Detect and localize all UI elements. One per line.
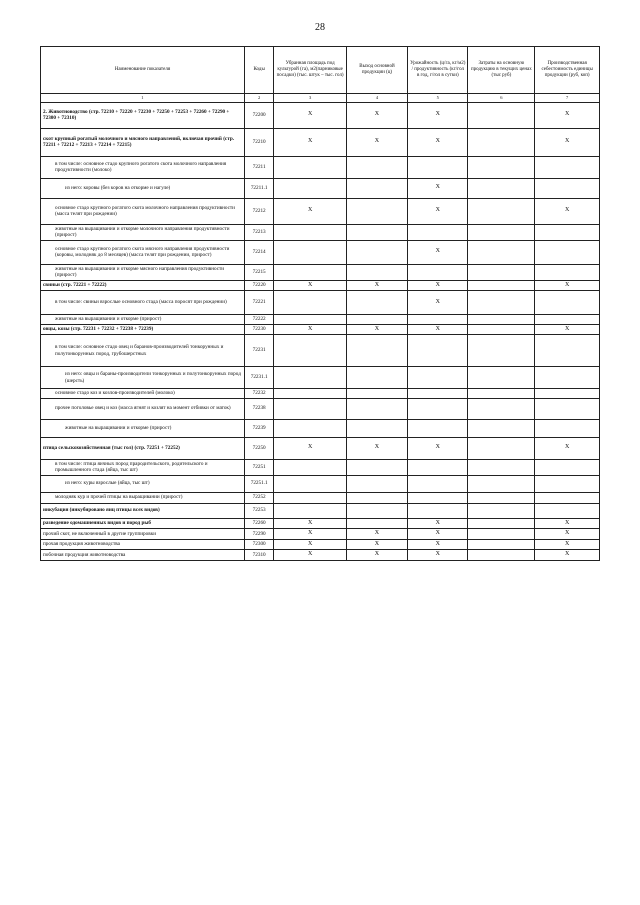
cell-costs xyxy=(468,280,535,291)
cell-area xyxy=(274,291,346,315)
row-name: в том числе: свиньи взрослые основного стада (масса поросят при рождении) xyxy=(41,291,245,315)
cell-yield xyxy=(408,335,468,367)
cell-area xyxy=(274,335,346,367)
table-row xyxy=(41,367,600,389)
table-row xyxy=(41,280,600,291)
page-number: 28 xyxy=(315,22,325,33)
cell-area: X xyxy=(274,324,346,335)
cell-costs xyxy=(468,224,535,240)
cell-area xyxy=(274,389,346,399)
row-code: 72214 xyxy=(244,240,274,264)
row-name: из него: коровы (без коров на откорме и нагуле) xyxy=(41,178,245,198)
row-code: 72211 xyxy=(244,156,274,178)
cell-output: X xyxy=(346,529,407,540)
cell-area xyxy=(274,367,346,389)
column-number-row xyxy=(41,94,600,103)
cell-unit-cost: X xyxy=(535,437,600,459)
row-name: из него: куры взрослые (яйца, тыс шт) xyxy=(41,475,245,492)
cell-output: X xyxy=(346,324,407,335)
cell-unit-cost: X xyxy=(535,128,600,156)
row-name: прочая продукция животноводства xyxy=(41,539,245,550)
cell-output xyxy=(346,492,407,503)
row-name: животные на выращивании и откорме (прирост) xyxy=(41,419,245,437)
cell-area xyxy=(274,178,346,198)
row-name: в том числе: птица яичных пород прародительского, родительского и промышленного стада (яйца, тыс шт) xyxy=(41,459,245,475)
row-code: 72222 xyxy=(244,315,274,325)
cell-costs xyxy=(468,475,535,492)
table-row xyxy=(41,389,600,399)
cell-costs xyxy=(468,156,535,178)
cell-unit-cost: X xyxy=(535,102,600,128)
cell-yield xyxy=(408,367,468,389)
cell-output: X xyxy=(346,437,407,459)
cell-yield: X xyxy=(408,518,468,529)
table-row xyxy=(41,291,600,315)
row-name: 2. Животноводство (стр. 72210 + 72220 + 72230 + 72250 + 72253 + 72260 + 72290 + 72300 + 72310) xyxy=(41,102,245,128)
row-code: 72210 xyxy=(244,128,274,156)
cell-unit-cost: X xyxy=(535,550,600,561)
cell-unit-cost xyxy=(535,389,600,399)
cell-costs xyxy=(468,178,535,198)
table-row xyxy=(41,224,600,240)
column-number: 5 xyxy=(408,94,468,103)
header-area: Убранная площадь под культурой (га), м2(парниковые посадки) (тыс. штук – тыс. гол) xyxy=(274,47,346,94)
cell-yield xyxy=(408,315,468,325)
cell-output xyxy=(346,503,407,518)
cell-costs xyxy=(468,437,535,459)
cell-unit-cost: X xyxy=(535,280,600,291)
cell-unit-cost xyxy=(535,419,600,437)
row-code: 72232 xyxy=(244,389,274,399)
cell-area xyxy=(274,240,346,264)
cell-yield: X xyxy=(408,240,468,264)
cell-yield: X xyxy=(408,128,468,156)
cell-costs xyxy=(468,503,535,518)
table-row xyxy=(41,156,600,178)
table-row xyxy=(41,198,600,224)
cell-yield xyxy=(408,459,468,475)
cell-unit-cost xyxy=(535,315,600,325)
row-name: прочее поголовье овец и коз (масса ягнят и козлят на момент отбивки от маток) xyxy=(41,398,245,419)
cell-yield xyxy=(408,389,468,399)
cell-output xyxy=(346,419,407,437)
row-code: 72253 xyxy=(244,503,274,518)
table-row xyxy=(41,315,600,325)
cell-costs xyxy=(468,315,535,325)
cell-unit-cost xyxy=(535,335,600,367)
cell-yield: X xyxy=(408,178,468,198)
cell-costs xyxy=(468,518,535,529)
row-code: 72230 xyxy=(244,324,274,335)
table-row xyxy=(41,475,600,492)
cell-area: X xyxy=(274,198,346,224)
cell-costs xyxy=(468,291,535,315)
cell-yield: X xyxy=(408,324,468,335)
column-number: 1 xyxy=(41,94,245,103)
cell-yield: X xyxy=(408,102,468,128)
cell-yield: X xyxy=(408,550,468,561)
cell-unit-cost xyxy=(535,240,600,264)
cell-output xyxy=(346,156,407,178)
cell-unit-cost: X xyxy=(535,539,600,550)
row-code: 72250 xyxy=(244,437,274,459)
row-name: основное стадо коз и козлов-производителей (молоко) xyxy=(41,389,245,399)
cell-unit-cost xyxy=(535,291,600,315)
header-row xyxy=(41,47,600,94)
cell-output xyxy=(346,367,407,389)
cell-unit-cost: X xyxy=(535,529,600,540)
table-row xyxy=(41,178,600,198)
cell-area: X xyxy=(274,437,346,459)
row-name: прочий скот, не включенный в другие группировки xyxy=(41,529,245,540)
cell-area xyxy=(274,475,346,492)
row-code: 72260 xyxy=(244,518,274,529)
row-name: животные на выращивании и откорме молочного направления продуктивности (прирост) xyxy=(41,224,245,240)
row-code: 72215 xyxy=(244,264,274,280)
cell-area xyxy=(274,419,346,437)
cell-costs xyxy=(468,459,535,475)
header-name: Наименование показателя xyxy=(41,47,245,94)
cell-area: X xyxy=(274,539,346,550)
cell-output xyxy=(346,475,407,492)
cell-area xyxy=(274,264,346,280)
table-row xyxy=(41,324,600,335)
cell-unit-cost xyxy=(535,475,600,492)
cell-unit-cost xyxy=(535,156,600,178)
row-code: 72220 xyxy=(244,280,274,291)
column-number: 2 xyxy=(244,94,274,103)
row-name: свиньи (стр. 72221 + 72222) xyxy=(41,280,245,291)
table-row xyxy=(41,529,600,540)
cell-yield: X xyxy=(408,291,468,315)
cell-yield xyxy=(408,398,468,419)
cell-costs xyxy=(468,389,535,399)
cell-costs xyxy=(468,324,535,335)
cell-unit-cost: X xyxy=(535,324,600,335)
cell-area: X xyxy=(274,550,346,561)
cell-output xyxy=(346,335,407,367)
header-output: Выход основной продукции (ц) xyxy=(346,47,407,94)
row-name: основное стадо крупного рогатого скота мясного направления продуктивности (коровы, молодняк до 8 месяцев) (масса телят при рождении, прирост) xyxy=(41,240,245,264)
row-name: овцы, козы (стр. 72231 + 72232 + 72238 + 72239) xyxy=(41,324,245,335)
row-code: 72213 xyxy=(244,224,274,240)
row-code: 72239 xyxy=(244,419,274,437)
cell-unit-cost xyxy=(535,398,600,419)
table-row xyxy=(41,419,600,437)
cell-costs xyxy=(468,335,535,367)
row-name: основное стадо крупного рогатого скота молочного направления продуктивности (масса телят при рождении) xyxy=(41,198,245,224)
row-name: в том числе: основное стадо овец и баранов-производителей тонкорунных и полутонкорунных пород, грубошерстных xyxy=(41,335,245,367)
cell-output xyxy=(346,240,407,264)
row-name: птица сельскохозяйственная (тыс гол) (стр. 72251 + 72252) xyxy=(41,437,245,459)
cell-costs xyxy=(468,492,535,503)
cell-yield xyxy=(408,503,468,518)
table-row xyxy=(41,539,600,550)
row-name: в том числе: основное стадо крупного рогатого скота молочного направления продуктивности (молоко) xyxy=(41,156,245,178)
header-costs: Затраты на основную продукцию в текущих ценах (тыс руб) xyxy=(468,47,535,94)
cell-output xyxy=(346,389,407,399)
cell-yield: X xyxy=(408,437,468,459)
table-row xyxy=(41,437,600,459)
cell-output xyxy=(346,518,407,529)
row-name: животные на выращивании и откорме мясного направления продуктивности (прирост) xyxy=(41,264,245,280)
table-row xyxy=(41,102,600,128)
cell-unit-cost xyxy=(535,178,600,198)
cell-costs xyxy=(468,367,535,389)
cell-unit-cost xyxy=(535,367,600,389)
header-unit-cost: Производственная себестоимость единицы продукции (руб, коп) xyxy=(535,47,600,94)
cell-area: X xyxy=(274,280,346,291)
table-row xyxy=(41,398,600,419)
column-number: 3 xyxy=(274,94,346,103)
row-code: 72231.1 xyxy=(244,367,274,389)
table-row xyxy=(41,518,600,529)
row-code: 72221 xyxy=(244,291,274,315)
cell-output xyxy=(346,291,407,315)
cell-output xyxy=(346,315,407,325)
row-name: разведение одомашненных видов и пород рыб xyxy=(41,518,245,529)
cell-costs xyxy=(468,419,535,437)
table-row xyxy=(41,459,600,475)
row-code: 72251.1 xyxy=(244,475,274,492)
cell-yield xyxy=(408,419,468,437)
cell-area xyxy=(274,224,346,240)
cell-area xyxy=(274,156,346,178)
cell-costs xyxy=(468,539,535,550)
table-row xyxy=(41,240,600,264)
column-number: 4 xyxy=(346,94,407,103)
cell-costs xyxy=(468,128,535,156)
cell-unit-cost xyxy=(535,492,600,503)
cell-area: X xyxy=(274,102,346,128)
row-name: молодняк кур и прочей птицы на выращивании (прирост) xyxy=(41,492,245,503)
column-number: 6 xyxy=(468,94,535,103)
row-code: 72231 xyxy=(244,335,274,367)
cell-costs xyxy=(468,198,535,224)
cell-yield: X xyxy=(408,198,468,224)
cell-output xyxy=(346,398,407,419)
cell-costs xyxy=(468,240,535,264)
row-name: побочная продукция животноводства xyxy=(41,550,245,561)
livestock-table xyxy=(40,46,600,561)
cell-output: X xyxy=(346,102,407,128)
cell-unit-cost: X xyxy=(535,198,600,224)
row-name: инкубация (инкубировано яиц птицы всех видов) xyxy=(41,503,245,518)
row-name: скот крупный рогатый молочного и мясного направлений, включая прочий (стр. 72211 + 72212 + 72213 + 72214 + 72215) xyxy=(41,128,245,156)
cell-yield xyxy=(408,492,468,503)
row-name: из него: овцы и бараны-производители тонкорунных и полутонкорунных пород (шерсть) xyxy=(41,367,245,389)
row-code: 72310 xyxy=(244,550,274,561)
cell-output xyxy=(346,264,407,280)
table-row xyxy=(41,335,600,367)
cell-yield xyxy=(408,156,468,178)
cell-area: X xyxy=(274,128,346,156)
cell-unit-cost xyxy=(535,503,600,518)
cell-output xyxy=(346,178,407,198)
cell-costs xyxy=(468,398,535,419)
cell-area xyxy=(274,459,346,475)
cell-output: X xyxy=(346,539,407,550)
cell-yield: X xyxy=(408,539,468,550)
cell-unit-cost xyxy=(535,459,600,475)
cell-output: X xyxy=(346,128,407,156)
row-code: 72200 xyxy=(244,102,274,128)
row-code: 72300 xyxy=(244,539,274,550)
table-row xyxy=(41,128,600,156)
cell-area xyxy=(274,492,346,503)
row-name: животные на выращивании и откорме (прирост) xyxy=(41,315,245,325)
column-number: 7 xyxy=(535,94,600,103)
cell-output: X xyxy=(346,550,407,561)
cell-area: X xyxy=(274,529,346,540)
cell-costs xyxy=(468,550,535,561)
table-row xyxy=(41,264,600,280)
cell-output: X xyxy=(346,280,407,291)
cell-area xyxy=(274,315,346,325)
cell-unit-cost: X xyxy=(535,518,600,529)
row-code: 72290 xyxy=(244,529,274,540)
cell-costs xyxy=(468,529,535,540)
cell-unit-cost xyxy=(535,224,600,240)
cell-yield xyxy=(408,224,468,240)
cell-costs xyxy=(468,264,535,280)
cell-unit-cost xyxy=(535,264,600,280)
table-row xyxy=(41,550,600,561)
header-code: Коды xyxy=(244,47,274,94)
cell-yield xyxy=(408,264,468,280)
header-yield: Урожайность (ц/га, кг/м2) / продуктивность (кг/гол в год, г/гол в сутки) xyxy=(408,47,468,94)
table-row xyxy=(41,492,600,503)
cell-area xyxy=(274,398,346,419)
cell-area xyxy=(274,503,346,518)
cell-costs xyxy=(468,102,535,128)
cell-area: X xyxy=(274,518,346,529)
cell-yield: X xyxy=(408,529,468,540)
row-code: 72238 xyxy=(244,398,274,419)
cell-output xyxy=(346,459,407,475)
cell-output xyxy=(346,198,407,224)
row-code: 72212 xyxy=(244,198,274,224)
cell-yield: X xyxy=(408,280,468,291)
cell-yield xyxy=(408,475,468,492)
table-row xyxy=(41,503,600,518)
cell-output xyxy=(346,224,407,240)
row-code: 72252 xyxy=(244,492,274,503)
row-code: 72251 xyxy=(244,459,274,475)
row-code: 72211.1 xyxy=(244,178,274,198)
